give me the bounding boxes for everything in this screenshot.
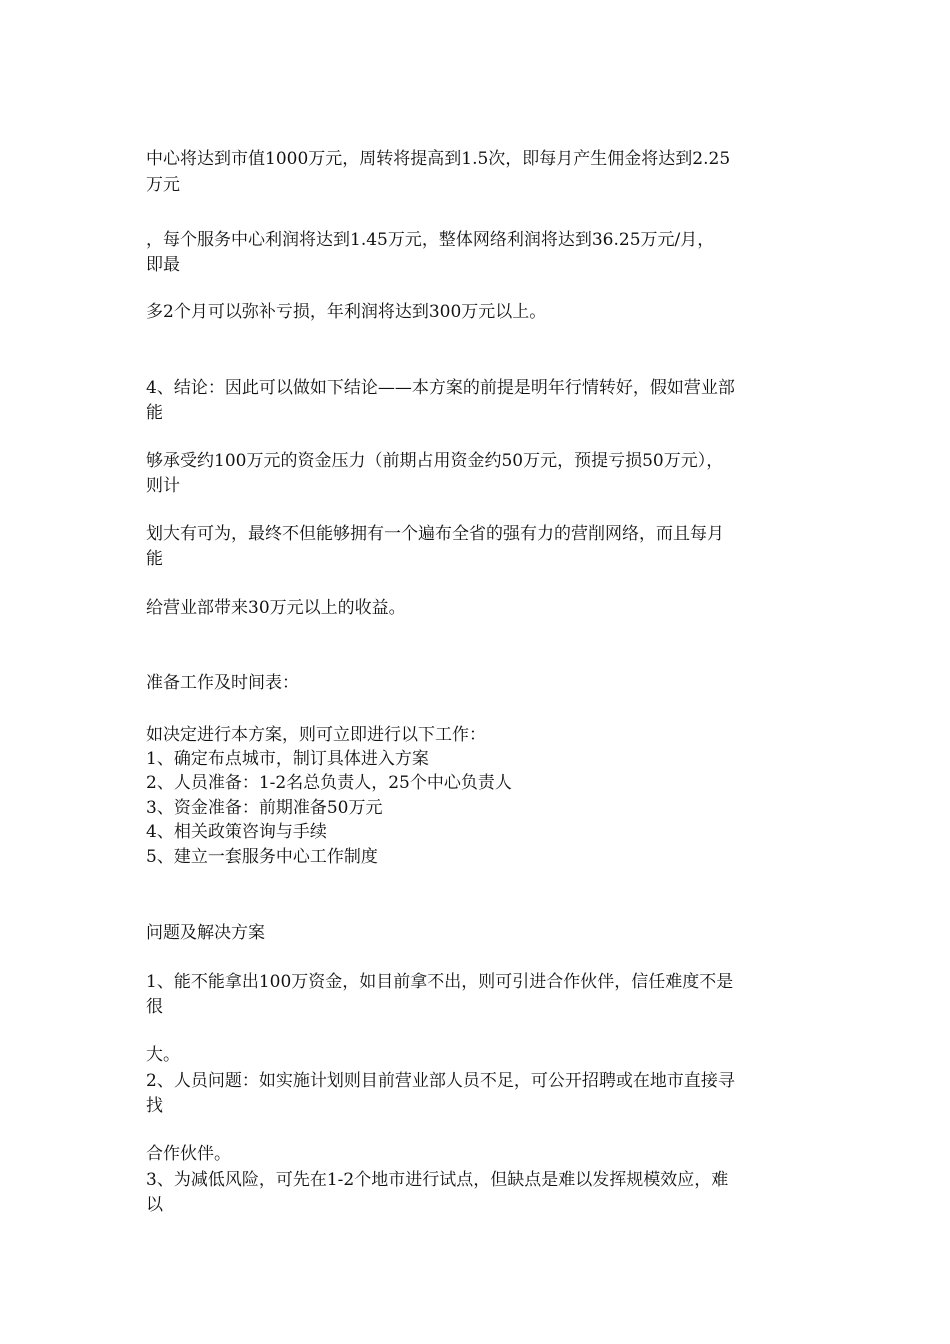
text-line: 给营业部带来30万元以上的收益。 (146, 598, 406, 618)
text-line: 3、为减低风险，可先在1-2个地市进行试点，但缺点是难以发挥规模效应，难 (146, 1170, 729, 1190)
text-line: 以 (146, 1195, 163, 1215)
text-line: 则计 (146, 476, 180, 496)
text-line: 够承受约100万元的资金压力（前期占用资金约50万元，预提亏损50万元）， (146, 451, 724, 471)
section-heading: 问题及解决方案 (146, 923, 265, 943)
text-line: 1、能不能拿出100万资金，如目前拿不出，则可引进合作伙伴，信任难度不是 (146, 972, 734, 992)
list-item: 4、相关政策咨询与手续 (146, 822, 327, 842)
section-heading: 准备工作及时间表： (146, 673, 299, 693)
text-line: ，每个服务中心利润将达到1.45万元，整体网络利润将达到36.25万元/月， (146, 230, 715, 250)
list-item: 3、资金准备：前期准备50万元 (146, 798, 383, 818)
text-line: 划大有可为，最终不但能够拥有一个遍布全省的强有力的营削网络，而且每月 (146, 524, 724, 544)
text-line: 如决定进行本方案，则可立即进行以下工作： (146, 725, 486, 745)
text-line: 4、结论：因此可以做如下结论——本方案的前提是明年行情转好，假如营业部 (146, 378, 735, 398)
text-line: 多2个月可以弥补亏损，年利润将达到300万元以上。 (146, 302, 547, 322)
text-line: 大。 (146, 1045, 180, 1065)
list-item: 5、建立一套服务中心工作制度 (146, 847, 378, 867)
text-line: 能 (146, 549, 163, 569)
text-line: 即最 (146, 255, 180, 275)
text-line: 找 (146, 1096, 163, 1116)
text-line: 中心将达到市值1000万元，周转将提高到1.5次，即每月产生佣金将达到2.25 (146, 149, 731, 169)
text-line: 万元 (146, 175, 180, 195)
list-item: 2、人员准备：1-2名总负责人，25个中心负责人 (146, 773, 512, 793)
text-line: 2、人员问题：如实施计划则目前营业部人员不足，可公开招聘或在地市直接寻 (146, 1071, 735, 1091)
text-line: 合作伙伴。 (146, 1144, 231, 1164)
text-line: 很 (146, 997, 163, 1017)
list-item: 1、确定布点城市，制订具体进入方案 (146, 749, 429, 769)
text-line: 能 (146, 403, 163, 423)
